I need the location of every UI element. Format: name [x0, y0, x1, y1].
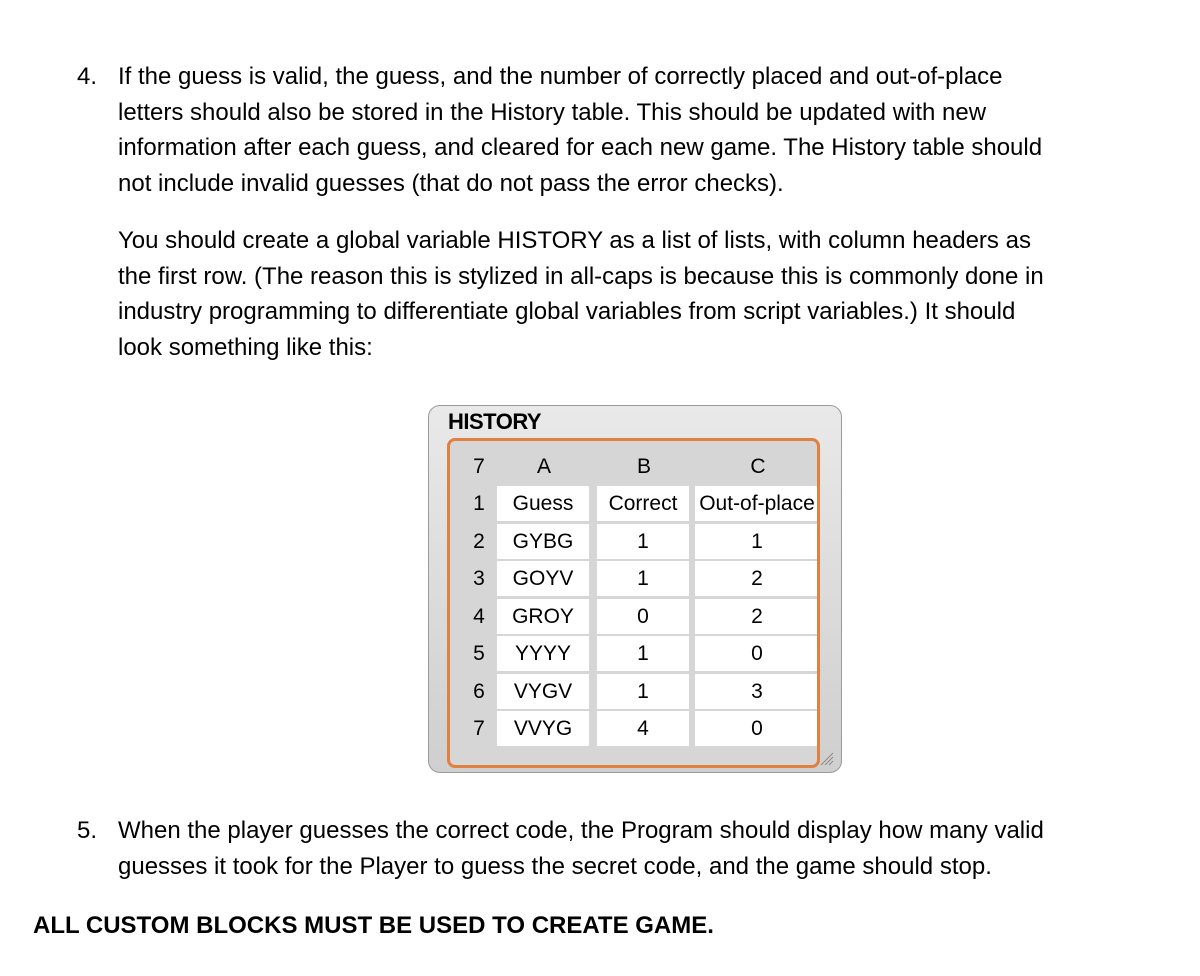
table-cell: 1 [597, 524, 689, 559]
list-number-5: 5. [77, 817, 98, 844]
item-4-line: information after each guess, and cleared for each new game. The History table should [118, 134, 1043, 161]
table-cell: 1 [597, 561, 689, 596]
table-corner-count: 7 [473, 455, 485, 478]
table-cell: GOYV [497, 561, 589, 596]
item-5-line: When the player guesses the correct code, the Program should display how many valid [118, 817, 1044, 844]
table-cell: 1 [695, 524, 819, 559]
table-view[interactable] [447, 438, 820, 768]
table-cell: 0 [695, 711, 819, 746]
table-cell: 0 [597, 599, 689, 634]
row-number: 4 [473, 604, 485, 628]
table-cell: 0 [695, 636, 819, 671]
item-5-paragraph [118, 813, 1158, 884]
row-number: 3 [473, 567, 485, 590]
paragraph-line: look something like this: [118, 333, 373, 361]
item-4-line: not include invalid guesses (that do not pass the error checks). [118, 169, 784, 197]
row-number: 1 [473, 492, 485, 515]
table-cell: 1 [597, 674, 689, 709]
table-cell: GROY [497, 599, 589, 634]
row-number: 5 [473, 642, 485, 665]
table-cell: 2 [695, 599, 819, 634]
table-cell: Guess [497, 486, 589, 521]
row-number: 7 [473, 717, 485, 740]
resize-handle-icon[interactable] [820, 752, 834, 766]
table-cell: 2 [695, 561, 819, 596]
row-number: 6 [473, 679, 485, 703]
item-4-line: If the guess is valid, the guess, and the number of correctly placed and out-of-place [118, 63, 1003, 90]
column-header: C [750, 455, 766, 478]
table-cell: YYYY [497, 636, 589, 671]
table-cell: Out-of-place [695, 486, 819, 521]
item-4-paragraph [118, 59, 1158, 201]
row-number: 2 [473, 529, 485, 553]
column-header: B [636, 455, 651, 478]
table-cell: 3 [695, 674, 819, 709]
column-header: A [536, 455, 551, 478]
watcher-label: HISTORY [448, 409, 542, 434]
item-4-line: letters should also be stored in the History table. This should be updated with new [118, 98, 987, 126]
history-table-watcher [428, 405, 842, 773]
table-cell: VVYG [497, 711, 589, 746]
paragraph-line: the first row. (The reason this is stylized in all-caps is because this is commonly done in [118, 262, 1044, 290]
history-variable-paragraph [118, 223, 1158, 365]
table-cell: 1 [597, 636, 689, 671]
table-cell: Correct [597, 486, 689, 521]
paragraph-line: industry programming to differentiate global variables from script variables.) It should [118, 298, 1016, 325]
list-number-4: 4. [77, 63, 98, 90]
table-cell: 4 [597, 711, 689, 746]
paragraph-line: You should create a global variable HISTORY as a list of lists, with column headers as [118, 227, 1031, 254]
table-cell: GYBG [497, 524, 589, 559]
footer-note: ALL CUSTOM BLOCKS MUST BE USED TO CREATE GAME. [33, 912, 714, 939]
table-cell: VYGV [497, 674, 589, 709]
item-5-line: guesses it took for the Player to guess the secret code, and the game should stop. [118, 852, 992, 880]
